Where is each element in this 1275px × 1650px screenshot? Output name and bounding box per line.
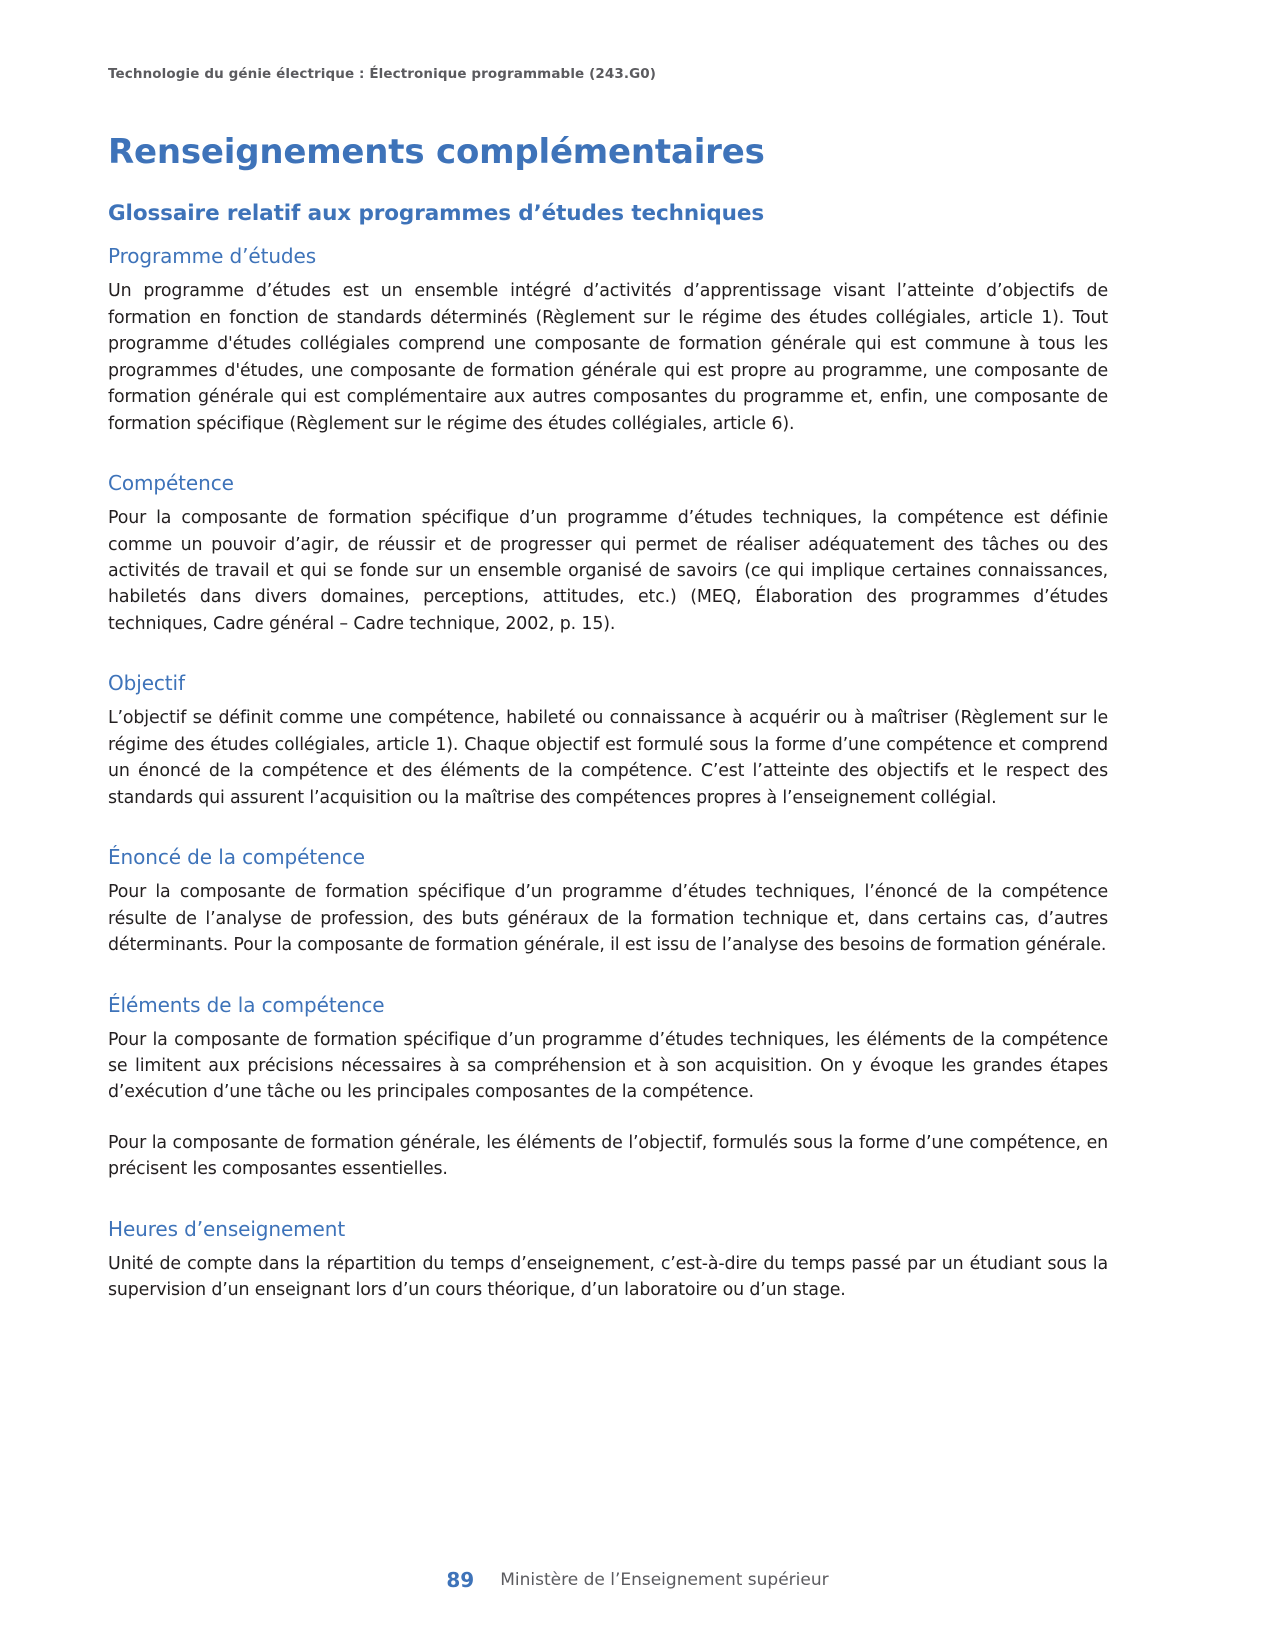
glossary-definition-elements-de-la-competence-1: Pour la composante de formation spécifique d’un programme d’études techniques, les éléments de la compétence se limitent aux précisions nécessaires à sa compréhension et à son acquisition. On y évoque les grandes étapes d’exécution d’une tâche ou les principales composantes de la compétence.: [108, 1029, 1108, 1103]
glossary-term-elements-de-la-competence: Éléments de la compétence: [108, 992, 385, 1017]
glossary-definition-enonce-de-la-competence: Pour la composante de formation spécifique d’un programme d’études techniques, l’énoncé de la compétence résulte de l’analyse de profession, des buts généraux de la formation technique et, dans certains cas, d’autres déterminants. Pour la composante de formation générale, il est issu de l’analyse des besoins de formation générale.: [108, 882, 1108, 956]
glossary-term-heures-denseignement: Heures d’enseignement: [108, 1216, 346, 1241]
glossary-definition-heures-denseignement: Unité de compte dans la répartition du temps d’enseignement, c’est-à-dire du temps passé par un étudiant sous la supervision d’un enseignant lors d’un cours théorique, d’un laboratoire ou d’un stage.: [108, 1253, 1108, 1301]
glossary-term-programme-detudes: Programme d’études: [108, 244, 317, 269]
glossary-definition-competence: Pour la composante de formation spécifique d’un programme d’études techniques, la compétence est définie comme un pouvoir d’agir, de réussir et de progresser qui permet de réaliser adéquatement des tâches ou des activités de travail et qui se fonde sur un ensemble organisé de savoirs (ce qui implique certaines connaissances, habiletés dans divers domaines, perceptions, attitudes, etc.) (MEQ, Élaboration des programmes d’études techniques, Cadre général – Cadre technique, 2002, p. 15).: [108, 508, 1108, 634]
glossary-term-competence: Compétence: [108, 471, 234, 496]
glossary-definition-elements-de-la-competence-2: Pour la composante de formation générale, les éléments de l’objectif, formulés sous la forme d’une compétence, en précisent les composantes essentielles.: [108, 1132, 1108, 1180]
running-header: Technologie du génie électrique : Électronique programmable (243.G0): [108, 66, 657, 82]
glossary-definition-programme-detudes: Un programme d’études est un ensemble intégré d’activités d’apprentissage visant l’atteinte d’objectifs de formation en fonction de standards déterminés (Règlement sur le régime des études collégiales, article 1). Tout programme d'études collégiales comprend une composante de formation générale qui est commune à tous les programmes d'études, une composante de formation générale qui est propre au programme, une composante de formation générale qui est complémentaire aux autres composantes du programme et, enfin, une composante de formation spécifique (Règlement sur le régime des études collégiales, article 6).: [108, 281, 1108, 434]
glossary-definition-objectif: L’objectif se définit comme une compétence, habileté ou connaissance à acquérir ou à maîtriser (Règlement sur le régime des études collégiales, article 1). Chaque objectif est formulé sous la forme d’une compétence et comprend un énoncé de la compétence et des éléments de la compétence. C’est l’atteinte des objectifs et le respect des standards qui assurent l’acquisition ou la maîtrise des compétences propres à l’enseignement collégial.: [108, 708, 1108, 808]
footer-ministry-label: Ministère de l’Enseignement supérieur: [500, 1570, 829, 1590]
page-number: 89: [446, 1568, 475, 1592]
section-title-glossaire: Glossaire relatif aux programmes d’études techniques: [108, 201, 765, 227]
page-title: Renseignements complémentaires: [108, 132, 765, 172]
page-footer: [108, 1568, 1167, 1592]
glossary-term-objectif: Objectif: [108, 671, 185, 696]
page-content: [108, 134, 1108, 1304]
glossary-term-enonce-de-la-competence: Énoncé de la compétence: [108, 845, 365, 870]
